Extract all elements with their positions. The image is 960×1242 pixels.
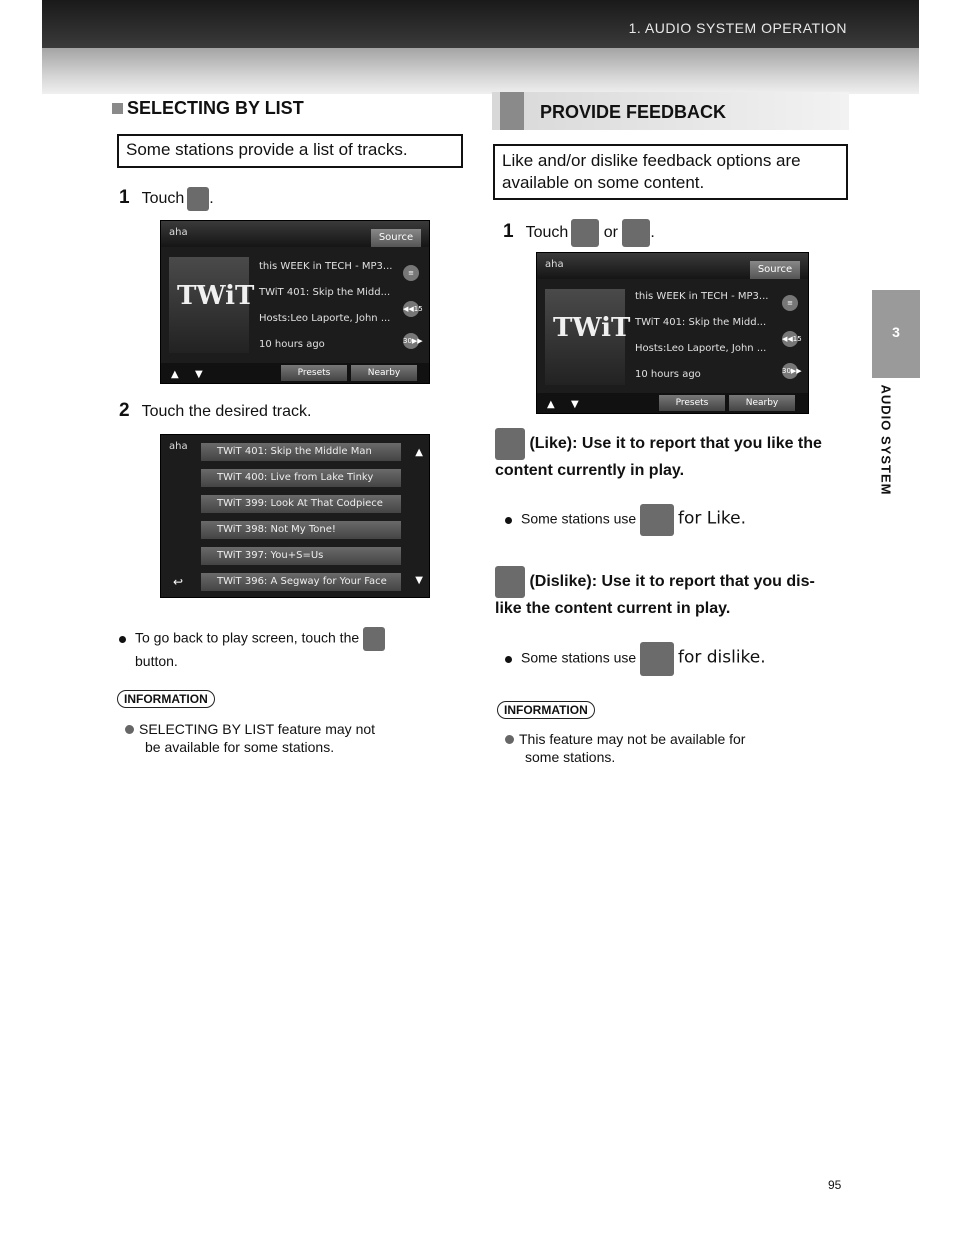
track-item[interactable]: TWiT 398: Not My Tone! — [201, 521, 401, 539]
chapter-tab — [872, 290, 920, 378]
left-heading: SELECTING BY LIST — [112, 98, 304, 119]
nearby-button[interactable]: Nearby — [729, 395, 795, 411]
chapter-number: 3 — [892, 324, 900, 340]
track-item[interactable]: TWiT 399: Look At That Codpiece — [201, 495, 401, 513]
right-boxed-note: Like and/or dislike feedback options are available on some content. — [493, 144, 848, 200]
track-item[interactable]: TWiT 401: Skip the Middle Man — [201, 443, 401, 461]
aha-logo: aha — [169, 227, 188, 238]
right-heading: PROVIDE FEEDBACK — [540, 102, 727, 122]
forward-30-icon[interactable]: 30▶▶ — [782, 363, 798, 379]
dislike-icon[interactable]: ▼ — [195, 369, 203, 380]
album-art: TWiT — [169, 257, 249, 353]
like-description: (Like): Use it to report that you like the content currently in play. — [495, 428, 855, 481]
right-info-text: This feature may not be available for some stations. — [505, 730, 850, 766]
left-step-2: 2 Touch the desired track. — [119, 400, 312, 421]
section-title: 1. AUDIO SYSTEM OPERATION — [628, 20, 847, 36]
left-boxed-note: Some stations provide a list of tracks. — [117, 134, 463, 168]
presets-button[interactable]: Presets — [659, 395, 725, 411]
heading-square-icon — [112, 103, 123, 114]
like-button-icon — [571, 219, 599, 247]
like-icon — [495, 428, 525, 460]
play-screen-1: aha Source TWiT this WEEK in TECH - MP3... TWiT 401: Skip the Midd... Hosts:Leo Laporte, John ... 10 hours ago ≡ ◀◀15 30▶▶ ▲ ▼ Presets Nearby — [160, 220, 430, 384]
nearby-button[interactable]: Nearby — [351, 365, 417, 381]
rewind-15-icon[interactable]: ◀◀15 — [782, 331, 798, 347]
forward-30-icon[interactable]: 30▶▶ — [403, 333, 419, 349]
album-art: TWiT — [545, 289, 625, 385]
dislike-icon[interactable]: ▼ — [571, 399, 579, 410]
left-step-1: 1 Touch . — [119, 187, 214, 211]
list-icon[interactable]: ≡ — [782, 295, 798, 311]
page-number: 95 — [828, 1178, 842, 1192]
rewind-15-icon[interactable]: ◀◀15 — [403, 301, 419, 317]
track-list-screen — [160, 434, 430, 598]
aha-logo: aha — [545, 259, 564, 270]
chapter-side-label: AUDIO SYSTEM — [878, 384, 894, 496]
play-screen-2: aha Source TWiT this WEEK in TECH - MP3... TWiT 401: Skip the Midd... Hosts:Leo Laporte, John ... 10 hours ago ≡ ◀◀15 30▶▶ ▲ ▼ Presets Nearby — [536, 252, 809, 414]
source-button[interactable]: Source — [371, 229, 421, 247]
heading-square-icon — [500, 92, 524, 130]
aha-logo: aha — [169, 441, 188, 452]
back-button-icon — [363, 627, 385, 651]
left-info-label: INFORMATION — [117, 690, 215, 708]
header-bar — [42, 0, 919, 48]
track-item[interactable]: TWiT 397: You+S=Us — [201, 547, 401, 565]
dislike-icon — [495, 566, 525, 598]
header-band — [42, 48, 919, 94]
right-step-1: 1 Touch or . — [503, 219, 655, 247]
dislike-button-icon — [622, 219, 650, 247]
like-icon[interactable]: ▲ — [547, 399, 555, 410]
dislike-bullet: Some stations use for dislike. — [505, 642, 766, 676]
track-item[interactable]: TWiT 396: A Segway for Your Face — [201, 573, 401, 591]
scroll-down-icon[interactable]: ▼ — [415, 575, 423, 586]
list-icon[interactable]: ≡ — [403, 265, 419, 281]
scroll-up-icon[interactable]: ▲ — [415, 447, 423, 458]
presets-button[interactable]: Presets — [281, 365, 347, 381]
like-icon[interactable]: ▲ — [171, 369, 179, 380]
like-bullet: Some stations use for Like. — [505, 504, 746, 536]
block-icon — [640, 642, 674, 676]
dislike-description: (Dislike): Use it to report that you dis- like the content current in play. — [495, 566, 855, 619]
heart-icon — [640, 504, 674, 536]
list-button-icon — [187, 187, 209, 211]
left-bullet: To go back to play screen, touch the button. — [119, 627, 469, 671]
track-item[interactable]: TWiT 400: Live from Lake Tinky — [201, 469, 401, 487]
source-button[interactable]: Source — [750, 261, 800, 279]
right-info-label: INFORMATION — [497, 701, 595, 719]
back-icon[interactable]: ↩ — [173, 575, 184, 589]
left-info-text: SELECTING BY LIST feature may not be available for some stations. — [125, 720, 470, 756]
